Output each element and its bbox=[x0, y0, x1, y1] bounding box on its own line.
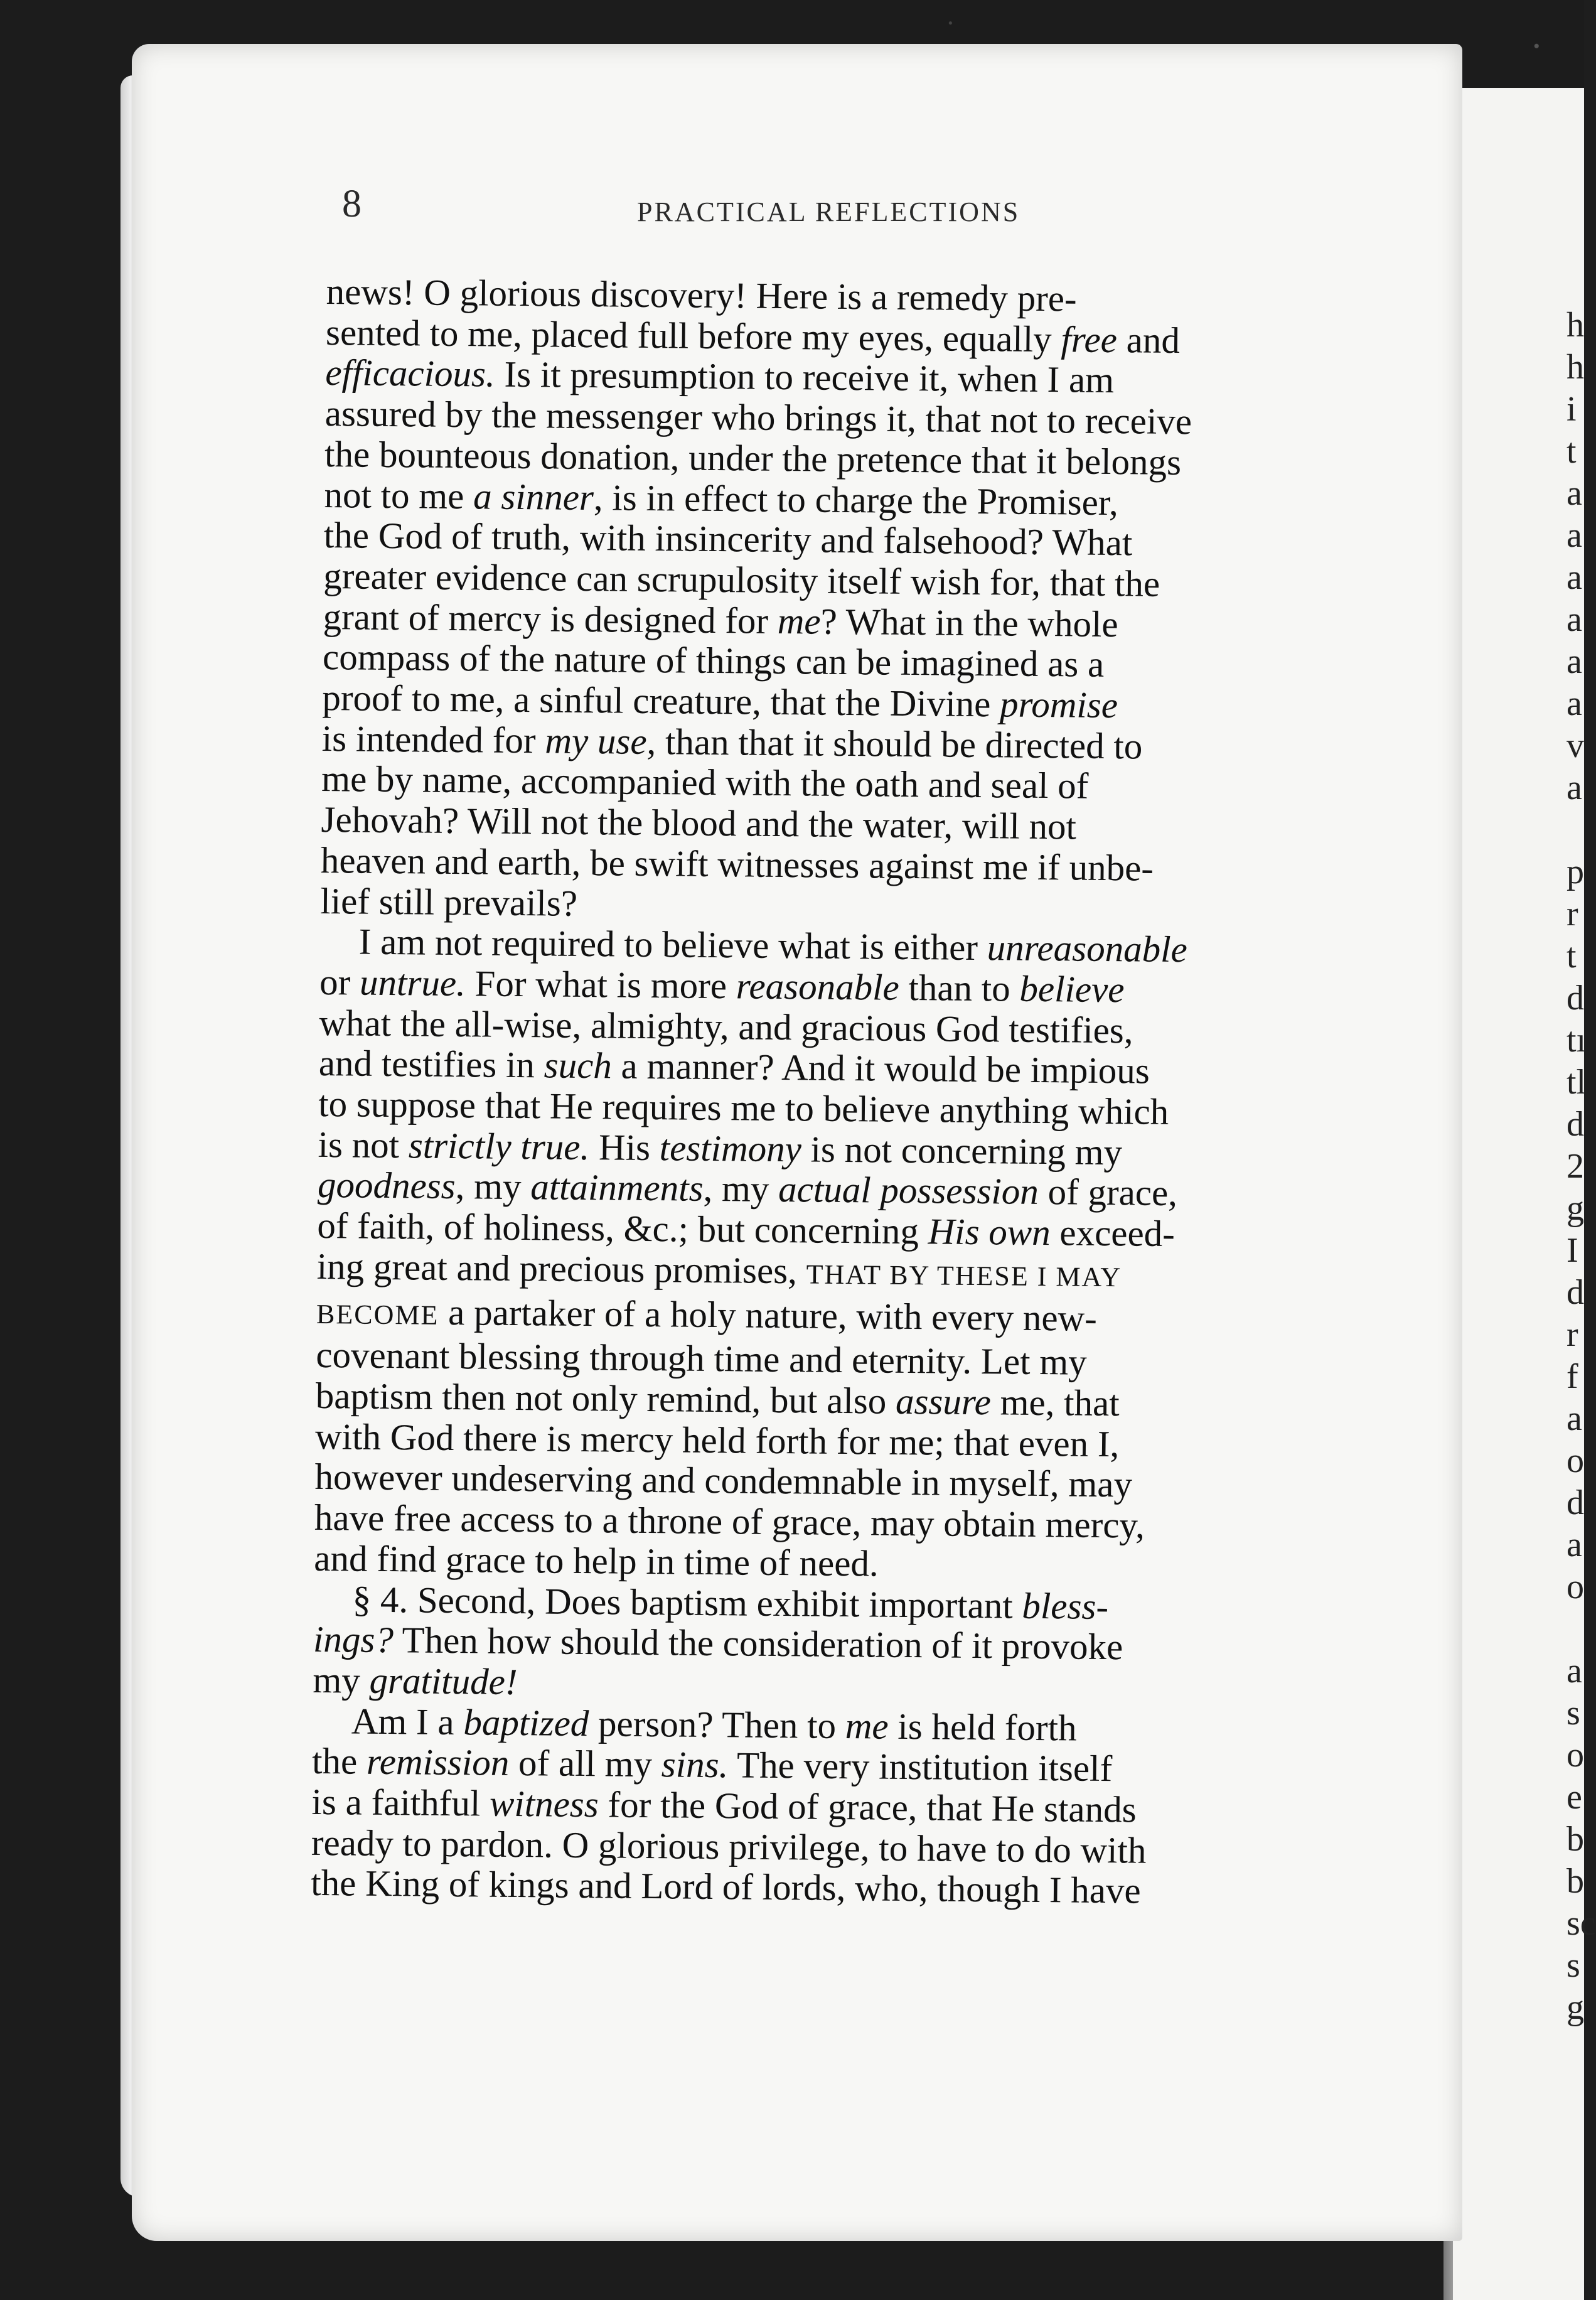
text-run: is held forth bbox=[888, 1705, 1077, 1749]
text-run: a partaker of a holy nature, with every new- bbox=[439, 1291, 1098, 1339]
italic-run: sins. bbox=[661, 1743, 729, 1786]
text-run: of faith, of holiness, &c.; but concerning bbox=[317, 1205, 928, 1252]
italic-run: reasonable bbox=[736, 965, 900, 1008]
page-number: 8 bbox=[342, 183, 362, 225]
text-run: than to bbox=[899, 966, 1020, 1009]
text-run: person? Then to bbox=[589, 1702, 846, 1746]
facing-page-fragments: h h i t a a a a a a v a p r t d tı tl d 2 g I d r f a o d a o a s o e b b sc s g bbox=[1567, 306, 1596, 2027]
text-run: not to me bbox=[324, 473, 474, 517]
italic-run: believe bbox=[1019, 967, 1125, 1011]
text-run: sented to me, placed full before my eyes, equally bbox=[325, 311, 1061, 360]
text-run: my bbox=[313, 1658, 370, 1701]
small-caps-run: THAT BY THESE I MAY bbox=[806, 1259, 1122, 1293]
text-run: a manner? And it would be impious bbox=[611, 1045, 1150, 1092]
text-run: grant of mercy is designed for bbox=[323, 595, 778, 642]
italic-run: assure bbox=[895, 1380, 992, 1423]
text-run: compass of the nature of things can be imagined as a bbox=[322, 636, 1105, 685]
text-run: me by name, accompanied with the oath and seal of bbox=[321, 758, 1089, 807]
text-run: of all my bbox=[509, 1742, 662, 1785]
text-run: me, that bbox=[990, 1381, 1120, 1424]
text-run: His bbox=[589, 1126, 660, 1168]
text-run: with God there is mercy held forth for me; that even I, bbox=[314, 1415, 1120, 1464]
text-run: and bbox=[1117, 318, 1181, 361]
text-run: assured by the messenger who brings it, that not to receive bbox=[324, 392, 1192, 443]
text-run: For what is more bbox=[465, 962, 737, 1007]
paragraph bbox=[313, 1578, 1343, 1710]
text-run: lief still prevails? bbox=[320, 879, 578, 924]
italic-run: bless- bbox=[1022, 1584, 1109, 1627]
italic-run: strictly true. bbox=[408, 1124, 590, 1168]
text-run: Jehovah? Will not the blood and the water, will not bbox=[321, 798, 1077, 847]
italic-run: witness bbox=[489, 1782, 599, 1825]
small-caps-run: BECOME bbox=[316, 1298, 439, 1331]
italic-run: ings? bbox=[313, 1618, 394, 1661]
text-run: have free access to a throne of grace, may obtain mercy, bbox=[314, 1497, 1145, 1546]
italic-run: baptized bbox=[463, 1701, 589, 1744]
text-run: heaven and earth, be swift witnesses against me if unbe- bbox=[320, 839, 1154, 889]
text-run: the God of truth, with insincerity and falsehood? What bbox=[323, 514, 1133, 564]
text-run: the King of kings and Lord of lords, who, though I have bbox=[311, 1862, 1141, 1911]
italic-run: free bbox=[1061, 318, 1118, 360]
text-run: baptism then not only remind, but also bbox=[315, 1374, 896, 1422]
facing-page bbox=[1453, 88, 1584, 2300]
text-run: Is it presumption to receive it, when I am bbox=[495, 353, 1115, 401]
text-run: to suppose that He requires me to believe anything which bbox=[318, 1083, 1169, 1133]
italic-run: a sinner bbox=[473, 475, 594, 518]
italic-run: actual possession bbox=[778, 1168, 1039, 1213]
italic-run: me bbox=[845, 1704, 889, 1747]
running-head: PRACTICAL REFLECTIONS bbox=[637, 196, 1020, 227]
text-run: ready to pardon. O glorious privilege, to have to do with bbox=[311, 1821, 1147, 1871]
paragraph bbox=[320, 271, 1356, 931]
text-run: is intended for bbox=[321, 717, 545, 761]
text-run: I am not required to believe what is either bbox=[358, 920, 988, 969]
text-run: , is in effect to charge the Promiser, bbox=[593, 476, 1119, 523]
text-run: for the God of grace, that He stands bbox=[598, 1783, 1137, 1830]
text-run: proof to me, a sinful creature, that the Divine bbox=[322, 677, 1000, 725]
text-run: and find grace to help in time of need. bbox=[314, 1537, 879, 1584]
italic-run: gratitude! bbox=[369, 1659, 518, 1702]
text-run: exceed- bbox=[1050, 1212, 1176, 1255]
italic-run: untrue. bbox=[359, 961, 466, 1004]
text-run: what the all-wise, almighty, and gracious God testifies, bbox=[319, 1001, 1133, 1051]
text-run: or bbox=[319, 960, 360, 1003]
text-run: and testifies in bbox=[318, 1042, 545, 1086]
text-run: The very institution itself bbox=[728, 1744, 1113, 1790]
text-run: ing great and precious promises, bbox=[316, 1245, 806, 1292]
text-run: is a faithful bbox=[311, 1780, 490, 1824]
italic-run: testimony bbox=[659, 1126, 802, 1170]
text-run: greater evidence can scrupulosity itself wish for, that the bbox=[323, 554, 1160, 605]
text-run: , my bbox=[455, 1165, 531, 1208]
text-run: covenant blessing through time and eternity. Let my bbox=[316, 1334, 1088, 1383]
italic-run: His own bbox=[928, 1210, 1051, 1254]
italic-run: me bbox=[777, 599, 821, 642]
italic-run: attainments bbox=[530, 1166, 704, 1210]
italic-run: unreasonable bbox=[987, 927, 1188, 970]
italic-run: such bbox=[544, 1044, 613, 1087]
text-run: , than that it should be directed to bbox=[646, 720, 1143, 767]
text-run: is not bbox=[318, 1123, 409, 1166]
text-run: is not concerning my bbox=[801, 1128, 1123, 1173]
text-run: the bounteous donation, under the pretence that it belongs bbox=[324, 433, 1182, 483]
paragraph bbox=[314, 921, 1349, 1588]
italic-run: goodness bbox=[317, 1164, 456, 1207]
italic-run: remission bbox=[366, 1741, 510, 1784]
text-run: the bbox=[311, 1740, 367, 1783]
text-run: news! O glorious discovery! Here is a remedy pre- bbox=[326, 271, 1077, 320]
body-text bbox=[311, 271, 1356, 1913]
text-run: , my bbox=[703, 1168, 779, 1210]
text-run: Am I a bbox=[351, 1700, 464, 1743]
paragraph bbox=[311, 1701, 1342, 1913]
italic-run: promise bbox=[999, 683, 1118, 726]
italic-run: efficacious. bbox=[325, 352, 496, 395]
italic-run: my use bbox=[545, 719, 647, 762]
text-run: Then how should the consideration of it provoke bbox=[393, 1619, 1123, 1668]
text-run: however undeserving and condemnable in myself, may bbox=[314, 1456, 1133, 1505]
text-run: ? What in the whole bbox=[820, 600, 1118, 645]
text-run: § 4. Second, Does baptism exhibit important bbox=[352, 1577, 1022, 1626]
text-run: of grace, bbox=[1038, 1171, 1178, 1214]
